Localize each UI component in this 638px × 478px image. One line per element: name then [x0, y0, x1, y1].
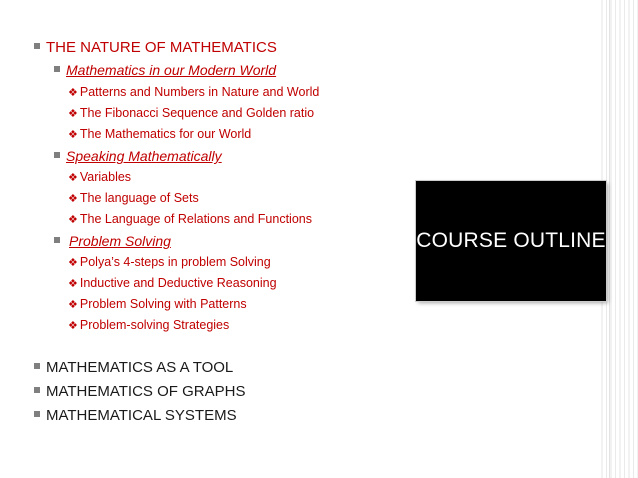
subsection-modern-world [54, 63, 276, 77]
diamond-bullet-icon: ❖ [68, 278, 78, 290]
diamond-bullet-icon: ❖ [68, 193, 78, 205]
section-label: THE NATURE OF MATHEMATICS [46, 39, 277, 56]
item-label: The Fibonacci Sequence and Golden ratio [79, 106, 315, 120]
square-bullet-icon [34, 43, 40, 49]
subsection-label: Mathematics in our Modern World [66, 62, 277, 78]
section-label: MATHEMATICAL SYSTEMS [46, 407, 237, 424]
item-label: Problem Solving with Patterns [79, 297, 247, 311]
square-bullet-icon [54, 152, 60, 158]
list-item [68, 298, 247, 311]
edge-divider [609, 0, 610, 478]
item-label: Variables [79, 170, 132, 184]
section-label: MATHEMATICS AS A TOOL [46, 359, 234, 376]
square-bullet-icon [54, 237, 60, 243]
slide-title: COURSE OUTLINE [416, 229, 606, 252]
subsection-problem-solving [54, 234, 171, 248]
diamond-bullet-icon: ❖ [68, 299, 78, 311]
diamond-bullet-icon: ❖ [68, 129, 78, 141]
section-label: MATHEMATICS OF GRAPHS [46, 383, 246, 400]
diamond-bullet-icon: ❖ [68, 87, 78, 99]
subsection-label: Speaking Mathematically [66, 148, 222, 164]
list-item [68, 192, 199, 205]
square-bullet-icon [34, 363, 40, 369]
item-label: The language of Sets [79, 191, 199, 205]
diamond-bullet-icon: ❖ [68, 214, 78, 226]
list-item [68, 213, 312, 226]
list-item [68, 171, 131, 184]
section-nature-of-mathematics [34, 40, 277, 55]
item-label: The Language of Relations and Functions [79, 212, 312, 226]
diamond-bullet-icon: ❖ [68, 172, 78, 184]
course-outline-title-box [416, 181, 606, 301]
section-mathematics-as-a-tool [34, 360, 233, 375]
item-label: Inductive and Deductive Reasoning [79, 276, 277, 290]
section-mathematical-systems [34, 408, 237, 423]
list-item [68, 128, 251, 141]
item-label: Problem-solving Strategies [79, 318, 230, 332]
square-bullet-icon [34, 411, 40, 417]
subsection-speaking-mathematically [54, 149, 222, 163]
subsection-label: Problem Solving [69, 233, 171, 249]
list-item [68, 319, 229, 332]
list-item [68, 107, 314, 120]
item-label: The Mathematics for our World [79, 127, 252, 141]
item-label: Polya’s 4-steps in problem Solving [79, 255, 271, 269]
square-bullet-icon [34, 387, 40, 393]
list-item [68, 86, 319, 99]
item-label: Patterns and Numbers in Nature and World [79, 85, 320, 99]
diamond-bullet-icon: ❖ [68, 108, 78, 120]
diamond-bullet-icon: ❖ [68, 320, 78, 332]
diamond-bullet-icon: ❖ [68, 257, 78, 269]
section-mathematics-of-graphs [34, 384, 245, 399]
list-item [68, 256, 271, 269]
square-bullet-icon [54, 66, 60, 72]
list-item [68, 277, 277, 290]
